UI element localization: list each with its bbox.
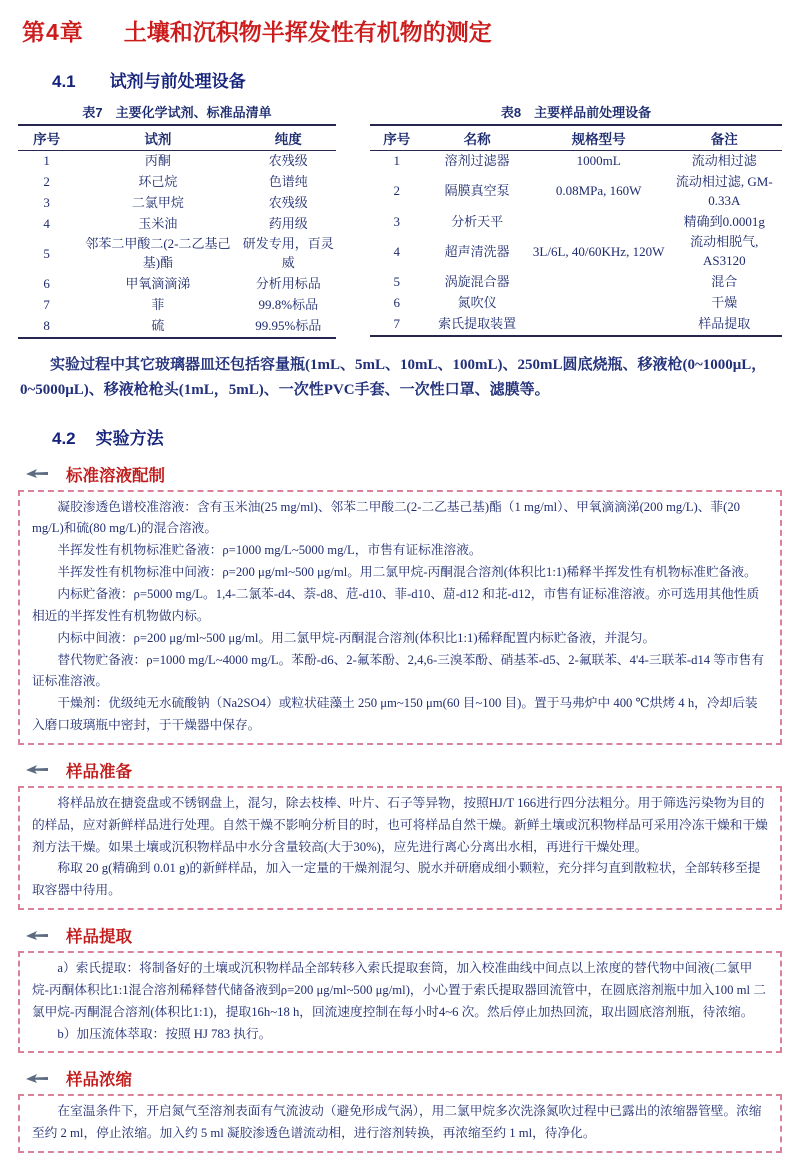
box-paragraph: 内标中间液：ρ=200 μg/ml~500 μg/ml。用二氯甲烷-丙酮混合溶剂(体积比1:1)稀释配置内标贮备液，并混匀。 [57, 630, 656, 645]
table-cell: 氮吹仪 [457, 294, 497, 310]
subsection-header [18, 922, 782, 948]
table-row [370, 293, 782, 314]
table-row [18, 172, 336, 193]
subsection-sample-extraction [18, 922, 782, 1053]
table-cell: 99.8%标品 [258, 296, 319, 312]
table8-block [370, 102, 782, 337]
table8 [370, 124, 782, 337]
subsection-title: 样品浓缩 [66, 1071, 132, 1090]
content-box [18, 490, 782, 745]
table-cell: 溶剂过滤器 [444, 153, 510, 168]
content-box [18, 951, 782, 1053]
chapter-title: 土壤和沉积物半挥发性有机物的测定 [123, 19, 492, 45]
table-cell: 3 [393, 213, 401, 229]
tables-row [18, 102, 782, 339]
table-cell: 4 [393, 243, 401, 259]
table7-column-header: 纯度 [241, 125, 336, 151]
table7-column-header: 试剂 [75, 125, 240, 151]
table-row [18, 151, 336, 172]
table-cell: 甲氧滴滴涕 [125, 276, 191, 292]
table-cell: 隔膜真空泵 [444, 183, 510, 199]
table-cell: 二氯甲烷 [131, 194, 184, 210]
table-cell: 玉米油 [138, 215, 178, 231]
table-cell: 1 [393, 153, 401, 168]
table-cell: 菲 [151, 296, 165, 312]
table7 [18, 124, 336, 339]
table-row [18, 234, 336, 274]
chapter-heading [18, 8, 782, 47]
table-row [370, 212, 782, 233]
table-cell: 6 [393, 294, 401, 310]
box-paragraph: b）加压流体萃取：按照 HJ 783 执行。 [57, 1026, 272, 1041]
table-cell: 7 [393, 315, 401, 331]
section-heading-41 [18, 67, 782, 92]
table-cell: 色谱纯 [268, 173, 308, 189]
table-cell: 硫 [151, 317, 165, 333]
table-cell: 流动相过滤 [691, 153, 757, 168]
table-row [18, 295, 336, 316]
table8-column-header: 名称 [424, 125, 531, 151]
subsection-standard-solution [18, 461, 782, 745]
table-row [370, 232, 782, 272]
subsection-sample-preparation [18, 757, 782, 910]
table-cell: 农残级 [268, 194, 308, 210]
subsection-title: 样品准备 [66, 762, 132, 781]
table8-column-header: 备注 [667, 125, 782, 151]
table8-column-header: 规格型号 [531, 125, 667, 151]
box-paragraph: 干燥剂：优级纯无水硫酸钠（Na2SO4）或粒状硅藻土 250 μm~150 μm(60 目~100 目)。置于马弗炉中 400 ℃烘烤 4 h，冷却后装入磨口玻璃瓶中密封，于干燥器中保存。 [32, 696, 758, 733]
table-row [370, 151, 782, 172]
arrow-icon [24, 467, 50, 480]
table-row [370, 314, 782, 336]
table-cell: 分析用标品 [255, 276, 321, 292]
table-cell: 0.08MPa, 160W [555, 183, 642, 199]
table-cell: 3 [43, 194, 50, 210]
table-cell: 涡旋混合器 [444, 274, 510, 290]
table-cell: 丙酮 [144, 153, 171, 168]
content-box [18, 1094, 782, 1153]
table-cell: 药用级 [268, 215, 308, 231]
table-row [18, 193, 336, 214]
box-paragraph: 在室温条件下，开启氮气至溶剂表面有气流波动（避免形成气涡），用二氯甲烷多次洗涤氮吹过程中已露出的浓缩器管壁。浓缩至约 2 ml，停止浓缩。加入约 5 ml 凝胶渗透色谱流动相，进行溶剂转换，再浓缩至约 1 ml，待净化。 [32, 1104, 762, 1141]
table-row [18, 274, 336, 295]
table-row [370, 272, 782, 293]
table-cell: 研发专用，百灵威 [242, 236, 334, 271]
table-cell: 索氏提取装置 [438, 315, 517, 331]
table-cell: 干燥 [711, 294, 738, 310]
table7-block [18, 102, 336, 339]
table7-caption: 表7 主要化学试剂、标准品清单 [82, 105, 272, 120]
table8-caption: 表8 主要样品前处理设备 [500, 105, 652, 120]
table-row [370, 172, 782, 212]
table-cell: 超声清洗器 [444, 243, 510, 259]
table-cell: 7 [43, 296, 50, 312]
subsection-title: 标准溶液配制 [66, 466, 165, 485]
arrow-icon [24, 763, 50, 776]
table-cell: 8 [43, 317, 50, 333]
table-cell: 5 [393, 274, 401, 290]
table7-column-header: 序号 [18, 125, 75, 151]
table8-column-header: 序号 [370, 125, 424, 151]
table-cell: 6 [43, 276, 50, 292]
chapter-number: 第4章 [22, 19, 84, 45]
box-paragraph: 半挥发性有机物标准贮备液：ρ=1000 mg/L~5000 mg/L，市售有证标准溶液。 [57, 543, 482, 558]
box-paragraph: 替代物贮备液：ρ=1000 mg/L~4000 mg/L。苯酚-d6、2-氟苯酚、2,4,6-三溴苯酚、硝基苯-d5、2-氟联苯、4'4-三联苯-d14 等市售有证标准溶液。 [32, 652, 765, 689]
table-cell [531, 293, 667, 314]
table-cell: 2 [393, 183, 401, 199]
box-paragraph: 称取 20 g(精确到 0.01 g)的新鲜样品，加入一定量的干燥剂混匀、脱水并研磨成细小颗粒，充分拌匀直到散粒状，全部转移至提取容器中待用。 [32, 861, 761, 898]
table-cell: 混合 [711, 274, 738, 290]
table-cell: 99.95%标品 [255, 317, 322, 333]
table-header-row [370, 125, 782, 151]
box-paragraph: 将样品放在搪瓷盘或不锈钢盘上，混匀，除去枝棒、叶片、石子等异物，按照HJ/T 166进行四分法粗分。用于筛选污染物为目的的样品，应对新鲜样品进行处理。自然干燥不影响分析目的时，也可将样品自然干燥。新鲜土壤或沉积物样品可采用冷冻干燥和干燥剂方法干燥。如果土壤或沉积物样品中水分含量较高(大于30%)，应先进行离心分离出水相，再进行干燥处理。 [32, 795, 768, 854]
subsection-header [18, 461, 782, 487]
subsection-sample-concentration [18, 1065, 782, 1153]
arrow-icon [24, 1072, 50, 1085]
table-cell: 精确到0.0001g [683, 213, 765, 229]
subsection-header [18, 757, 782, 783]
table-cell: 分析天平 [451, 213, 504, 229]
subsection-title: 样品提取 [66, 928, 132, 947]
arrow-icon [24, 929, 50, 942]
section-title: 试剂与前处理设备 [109, 72, 246, 91]
subsection-header [18, 1065, 782, 1091]
table-cell: 5 [43, 245, 50, 261]
table-row [18, 214, 336, 235]
box-paragraph: a）索氏提取：将制备好的土壤或沉积物样品全部转移入索氏提取套筒，加入校准曲线中间点以上浓度的替代物中间液(二氯甲烷-丙酮体积比1:1混合溶剂稀释替代储备液到ρ=200 μg/ml~500 μg/ml)，小心置于索氏提取器回流管中，在圆底溶剂瓶中加入100 ml 二氯甲烷-丙酮混合溶剂(体积比1:1)，提取16h~18 h，回流速度控制在每小时4~6 次。然后停止加热回流，取出圆底溶剂瓶，待浓缩。 [32, 961, 766, 1019]
table-cell: 4 [43, 215, 50, 231]
box-paragraph: 内标贮备液：ρ=5000 mg/L。1,4-二氯苯-d4、萘-d8、苊-d10、菲-d10、䓛-d12 和苝-d12，市售有证标准溶液。亦可选用其他性质相近的半挥发性有机物做内标。 [32, 586, 760, 623]
box-paragraph: 凝胶渗透色谱校准溶液：含有玉米油(25 mg/ml)、邻苯二甲酸二(2-二乙基己基)酯（1 mg/ml）、甲氧滴滴涕(200 mg/L)、菲(20 mg/L)和硫(80 mg/L)的混合溶液。 [32, 499, 741, 536]
table-cell [531, 272, 667, 293]
table-cell: 3L/6L, 40/60KHz, 120W [532, 243, 665, 259]
table-cell: 2 [43, 173, 50, 189]
section-number: 4.1 [52, 72, 76, 91]
table-cell: 流动相脱气, AS3120 [690, 234, 759, 269]
table-cell: 流动相过滤, GM-0.33A [675, 173, 773, 208]
table-cell: 1000mL [576, 153, 621, 168]
section-number: 4.2 [52, 428, 76, 448]
table-cell [531, 212, 667, 233]
section-heading-42 [18, 424, 782, 449]
table-cell [531, 314, 667, 336]
content-box [18, 786, 782, 910]
box-paragraph: 半挥发性有机物标准中间液：ρ=200 μg/ml~500 μg/ml。用二氯甲烷-丙酮混合溶剂(体积比1:1)稀释半挥发性有机物标准贮备液。 [57, 565, 757, 580]
table-header-row [18, 125, 336, 151]
table-cell: 环己烷 [138, 173, 178, 189]
table-cell: 邻苯二甲酸二(2-二乙基己基)酯 [85, 236, 231, 271]
glassware-paragraph: 实验过程中其它玻璃器皿还包括容量瓶(1mL、5mL、10mL、100mL)、250mL圆底烧瓶、移液枪(0~1000μL，0~5000μL)、移液枪枪头(1mL，5mL)、一次性PVC手套、一次性口罩、滤膜等。 [20, 356, 767, 399]
table-row [18, 316, 336, 338]
section-title: 实验方法 [95, 428, 164, 448]
table-cell: 1 [43, 153, 50, 168]
table-cell: 农残级 [268, 153, 308, 168]
table-cell: 样品提取 [698, 315, 751, 331]
